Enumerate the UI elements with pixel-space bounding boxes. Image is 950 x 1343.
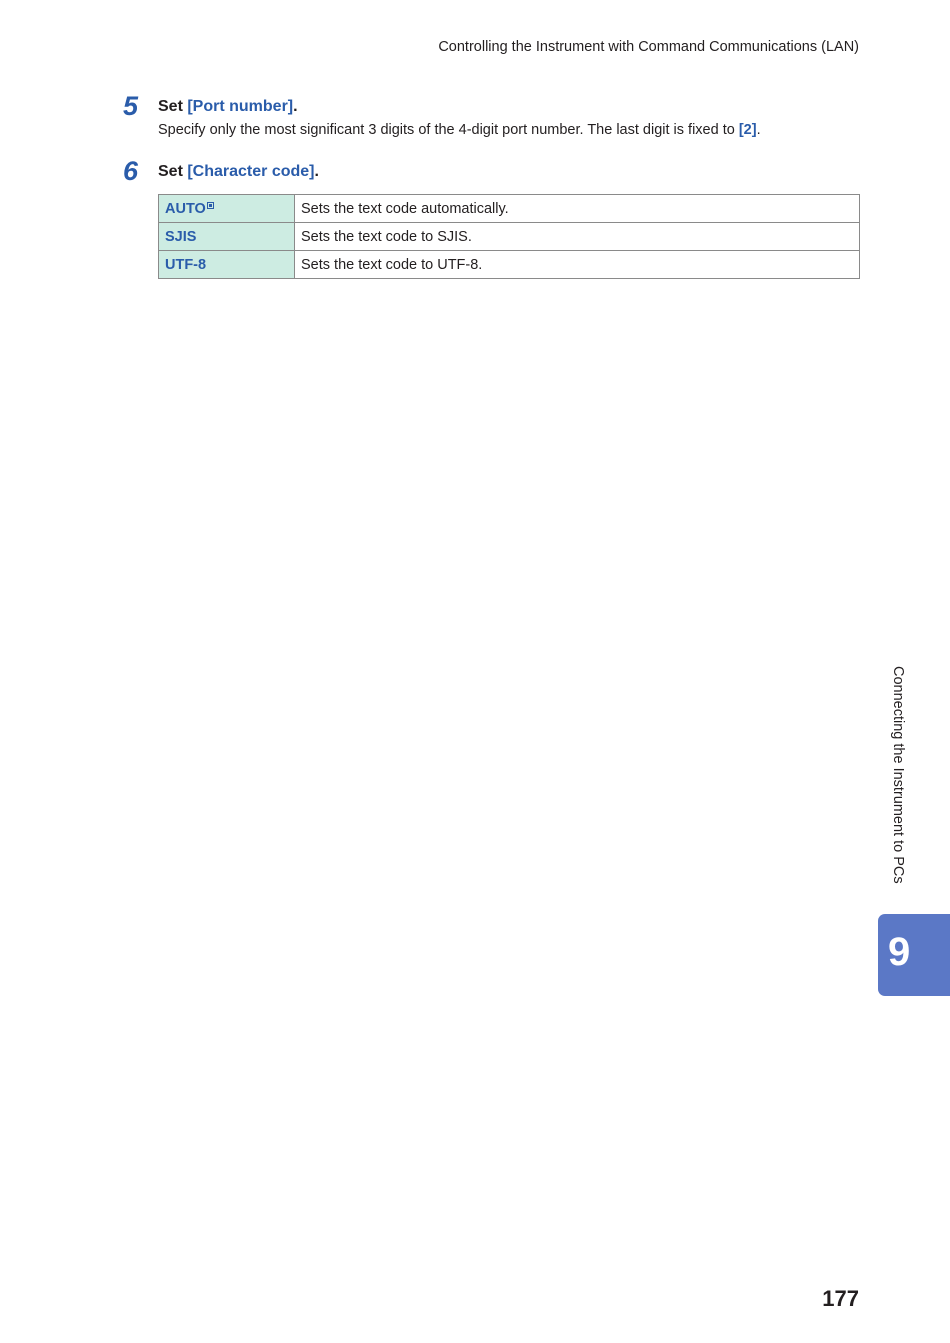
step-title-prefix: Set [158,98,188,115]
option-description: Sets the text code to UTF-8. [295,251,860,279]
table-row [159,223,860,251]
page-number: 177 [822,1286,859,1311]
option-cell [159,195,295,223]
step-description-port-number [158,122,761,138]
option-cell [159,251,295,279]
description-suffix: . [756,122,761,138]
port-number-setting-label: [Port number] [187,98,294,115]
character-code-options-table [158,194,860,279]
step-title-prefix: Set [158,163,188,180]
option-label-auto: AUTO [165,200,206,217]
option-description: Sets the text code automatically. [295,195,860,223]
option-description: Sets the text code to SJIS. [295,223,860,251]
step-title-suffix: . [293,98,298,115]
step-number: 6 [123,156,139,186]
option-cell [159,223,295,251]
character-code-setting-label: [Character code] [187,163,315,180]
step-title-character-code [158,163,319,181]
step-number: 5 [123,91,139,121]
option-label-sjis: SJIS [165,228,197,245]
description-text: Specify only the most significant 3 digits of the 4-digit port number. The last digit is fixed to [158,122,739,138]
table-row [159,251,860,279]
default-setting-icon [207,202,214,209]
chapter-tab [878,914,950,996]
step-title-suffix: . [314,163,319,180]
option-label-utf8: UTF-8 [165,256,207,273]
table-row [159,195,860,223]
step-title-port-number [158,98,298,116]
chapter-side-label: Connecting the Instrument to PCs [890,666,906,884]
fixed-digit-value: [2] [738,122,757,138]
chapter-number: 9 [888,930,911,974]
running-header: Controlling the Instrument with Command Communications (LAN) [438,39,859,55]
